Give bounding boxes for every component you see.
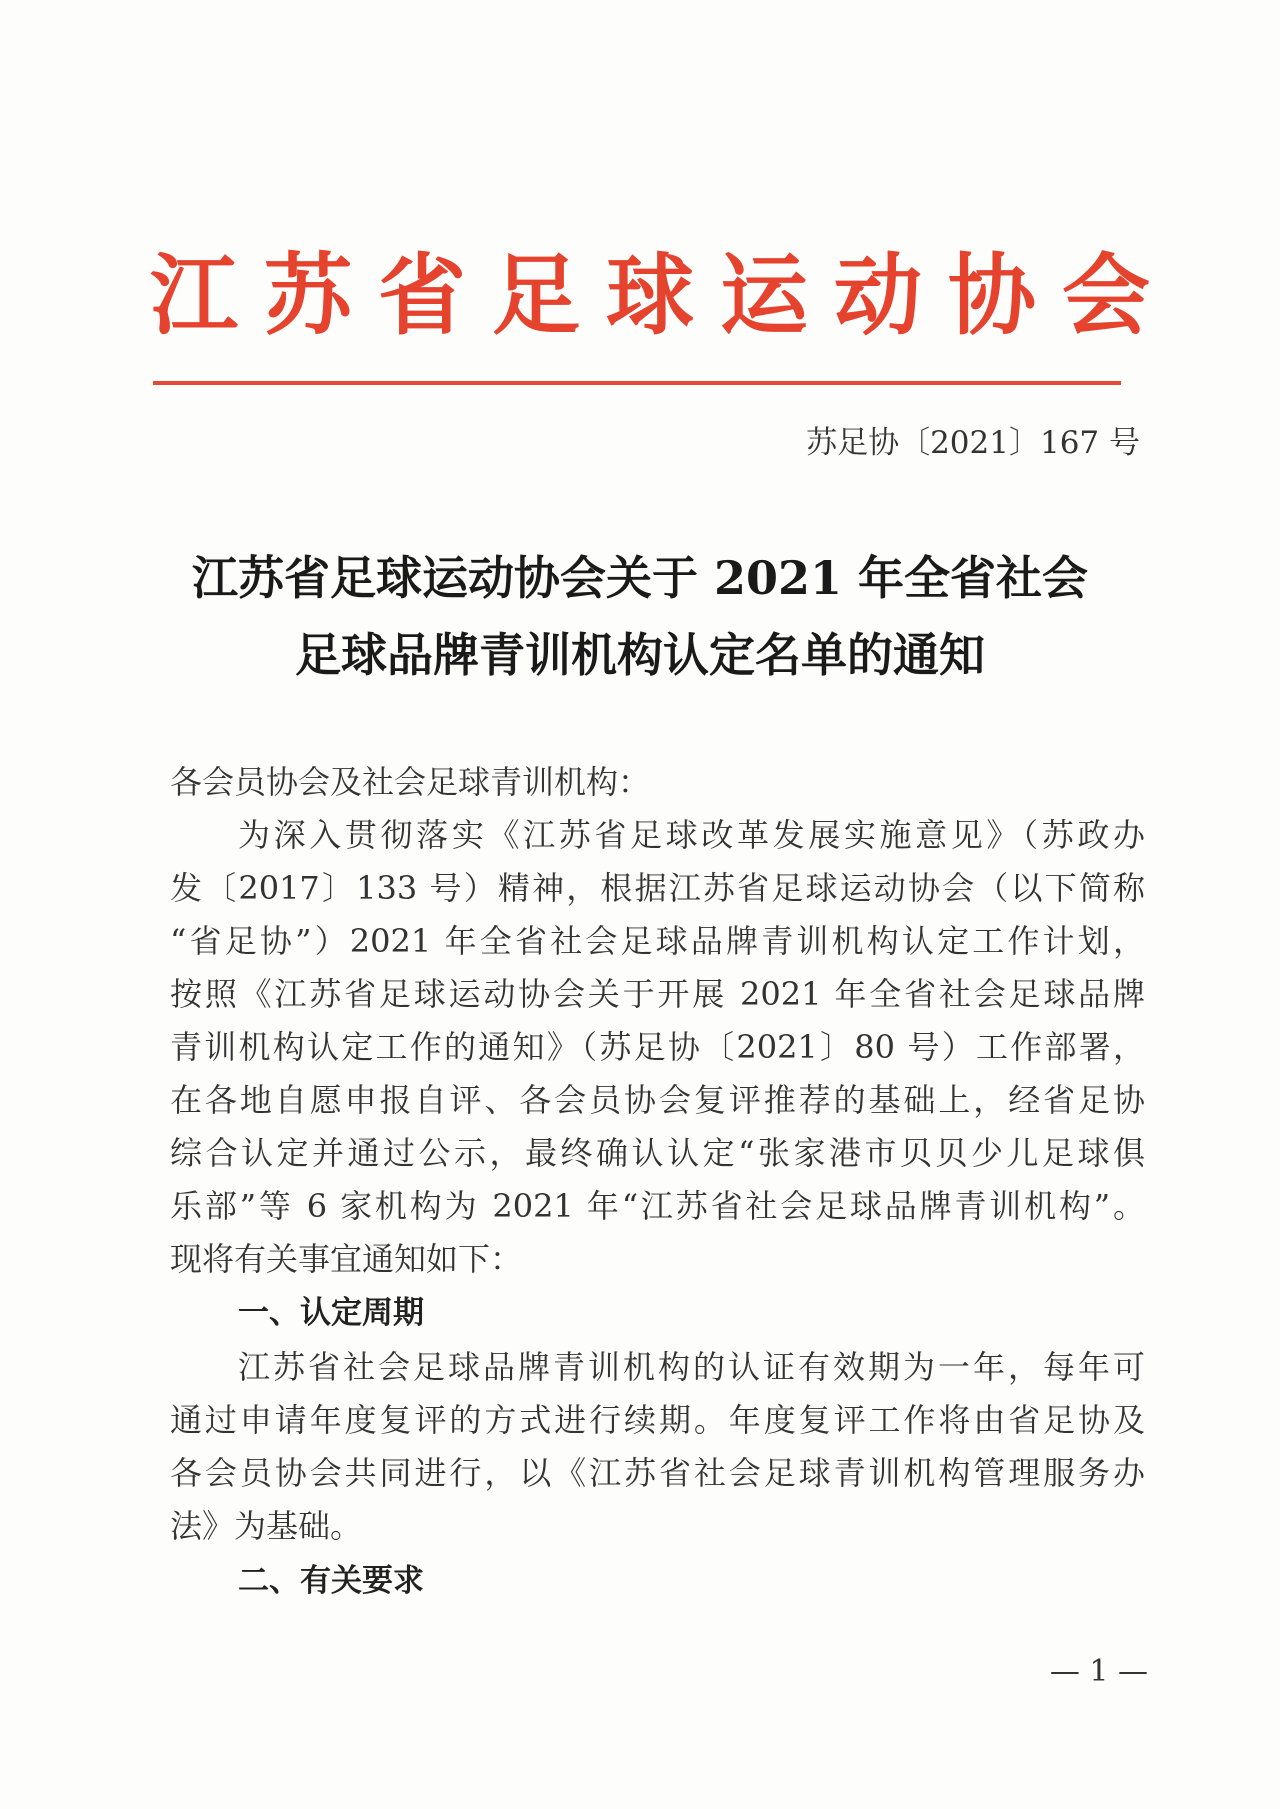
paragraph-line: 按照《江苏省足球运动协会关于开展 2021 年全省社会足球品牌: [170, 975, 1145, 1013]
document-title-line-1: 江苏省足球运动协会关于 2021 年全省社会: [191, 551, 1089, 605]
red-divider-line: [153, 381, 1121, 385]
paragraph-line: 在各地自愿申报自评、各会员协会复评推荐的基础上，经省足协: [170, 1081, 1145, 1119]
paragraph-line: 各会员协会共同进行，以《江苏省社会足球青训机构管理服务办: [170, 1454, 1145, 1492]
paragraph-line: “省足协”）2021 年全省社会足球品牌青训机构认定工作计划，: [170, 922, 1145, 960]
document-title-line-2: 足球品牌青训机构认定名单的通知: [295, 628, 985, 682]
salutation: 各会员协会及社会足球青训机构：: [170, 763, 651, 801]
paragraph-line: 发〔2017〕133 号）精神，根据江苏省足球运动协会（以下简称: [170, 869, 1145, 907]
paragraph-line: 法》为基础。: [170, 1507, 363, 1545]
paragraph-line: 乐部”等 6 家机构为 2021 年“江苏省社会足球品牌青训机构”。: [170, 1187, 1145, 1225]
paragraph-line: 综合认定并通过公示，最终确认认定“张家港市贝贝少儿足球俱: [170, 1134, 1145, 1172]
document-number: 苏足协〔2021〕167 号: [806, 425, 1140, 461]
section-heading-2: 二、有关要求: [238, 1563, 424, 1599]
paragraph-line: 通过申请年度复评的方式进行续期。年度复评工作将由省足协及: [170, 1401, 1145, 1439]
paragraph-line: 为深入贯彻落实《江苏省足球改革发展实施意见》（苏政办: [238, 816, 1145, 854]
paragraph-line: 青训机构认定工作的通知》（苏足协〔2021〕80 号）工作部署，: [170, 1028, 1145, 1066]
organization-masthead: 江苏省足球运动协会: [150, 243, 1177, 347]
paragraph-line: 现将有关事宜通知如下：: [170, 1240, 523, 1278]
section-heading-1: 一、认定周期: [238, 1295, 424, 1331]
page-number: — 1 —: [1049, 1654, 1148, 1689]
paragraph-line: 江苏省社会足球品牌青训机构的认证有效期为一年，每年可: [238, 1348, 1145, 1386]
